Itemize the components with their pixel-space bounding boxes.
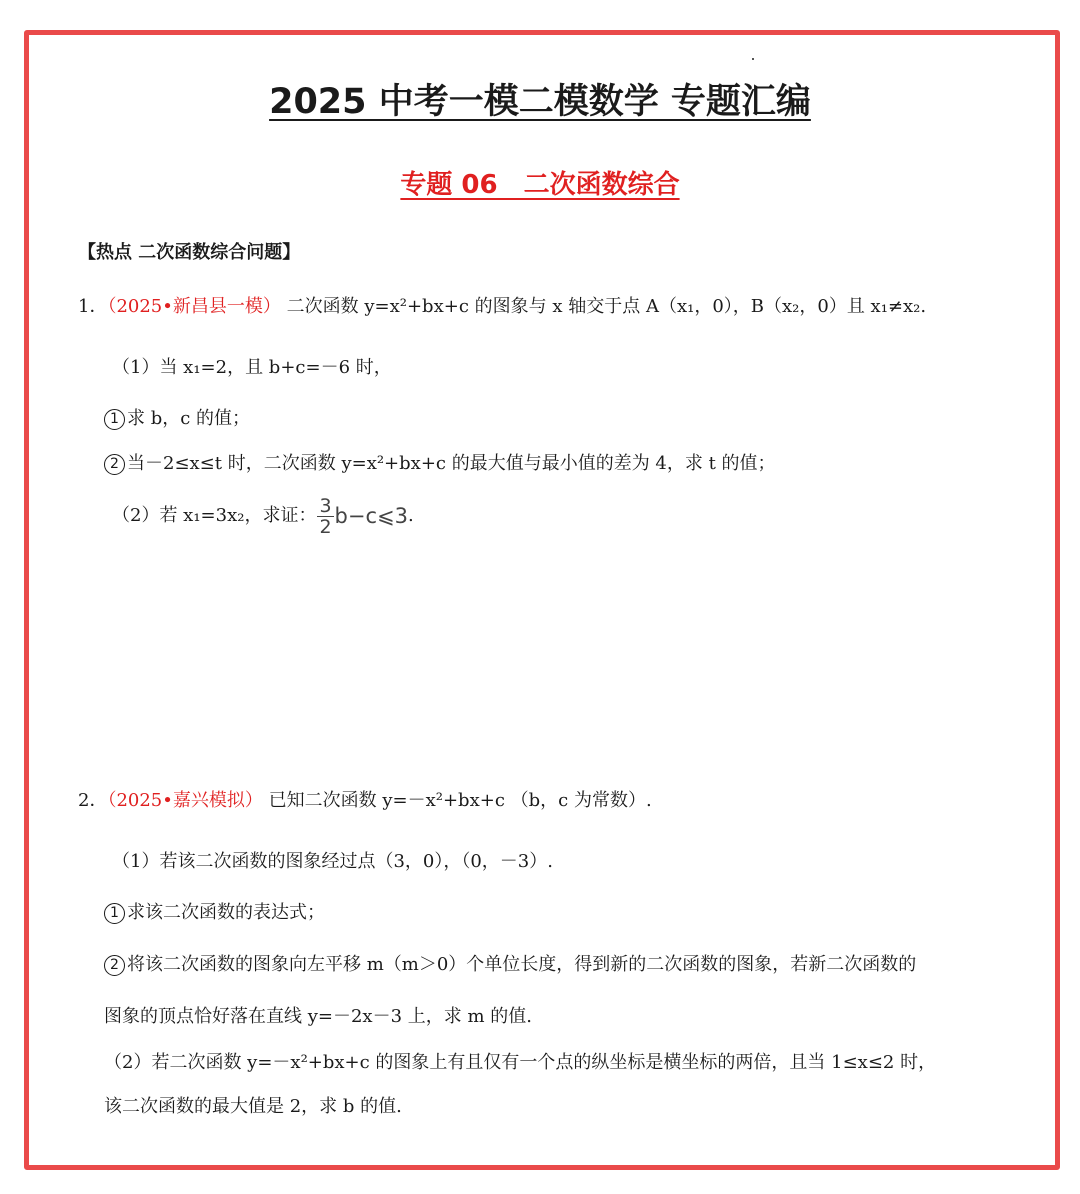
equation: y=x²+bx+c [364, 296, 469, 317]
question-1-part1-b: 2 当－2≤x≤t 时，二次函数 y=x²+bx+c 的最大值与最小值的差为 4，求 t 的值； [104, 451, 776, 477]
question-2-part2-continued: 该二次函数的最大值是 2，求 b 的值. [104, 1096, 402, 1117]
stem-suffix: 的图象与 x 轴交于点 A（x₁，0），B（x₂，0）且 x₁≠x₂. [474, 296, 927, 317]
circled-marker: 2 [104, 454, 125, 475]
document-title: 2025 中考一模二模数学 专题汇编 [269, 82, 811, 122]
stem-prefix: 二次函数 [286, 296, 359, 317]
fraction: $\frac{3}{2}$ [319, 494, 332, 538]
question-source: （2025•新昌县一模） [107, 296, 281, 317]
question-source: （2025•嘉兴模拟） [107, 790, 263, 811]
document-subtitle: 专题 06 二次函数综合 [400, 170, 680, 200]
stem-suffix: （b，c 为常数）. [510, 790, 652, 811]
question-number: 1． [78, 296, 108, 317]
question-2-stem [78, 788, 652, 814]
question-2-part1-b: 2 将该二次函数的图象向左平移 m（m＞0）个单位长度，得到新的二次函数的图象，若新二次函数的 [104, 952, 916, 978]
question-2-part1-intro: （1）若该二次函数的图象经过点（3，0），（0，－3）. [112, 851, 553, 872]
question-1-part1-a: 1 求 b，c 的值； [104, 406, 250, 432]
question-2-part1-b-continued: 图象的顶点恰好落在直线 y=－2x－3 上，求 m 的值. [104, 1006, 532, 1027]
circled-marker: 1 [104, 903, 125, 924]
stray-mark [752, 58, 754, 60]
circled-marker: 1 [104, 409, 125, 430]
question-1-stem [78, 294, 926, 320]
circled-marker: 2 [104, 955, 125, 976]
question-2-part2: （2）若二次函数 y=－x²+bx+c 的图象上有且仅有一个点的纵坐标是横坐标的两倍，且当 1≤x≤2 时， [104, 1052, 937, 1073]
stem-prefix: 已知二次函数 [268, 790, 377, 811]
question-1-part1-intro: （1）当 x₁=2，且 b+c=－6 时， [112, 357, 392, 378]
question-1-part2: （2）若 x₁=3x₂，求证： $\frac{3}{2}$ b−c⩽3. [112, 494, 414, 538]
equation: y=－x²+bx+c [382, 790, 505, 811]
question-2-part1-a: 1 求该二次函数的表达式； [104, 900, 325, 926]
section-heading: 【热点 二次函数综合问题】 [78, 242, 301, 263]
question-number: 2． [78, 790, 108, 811]
inequality-expression: b−c⩽3 [334, 504, 408, 528]
